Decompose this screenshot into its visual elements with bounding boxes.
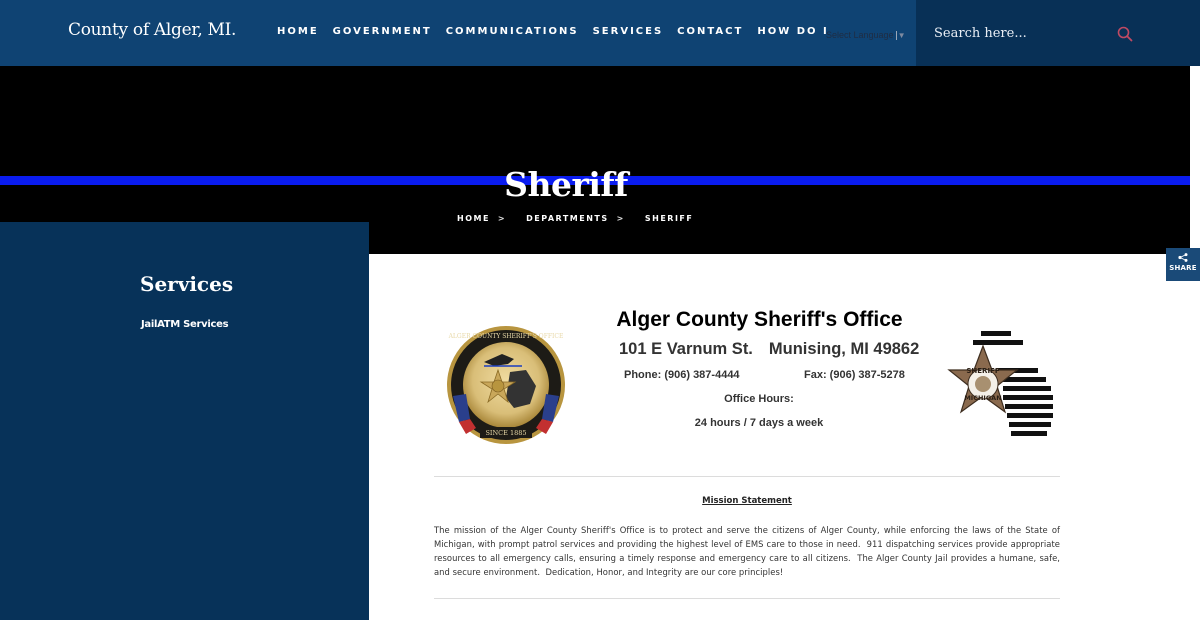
main-nav xyxy=(277,26,843,37)
section-divider xyxy=(434,598,1060,599)
main-content xyxy=(369,254,1190,620)
search-bar xyxy=(916,0,1200,66)
office-title: Alger County Sheriff's Office xyxy=(616,308,903,331)
svg-text:SHERIFF: SHERIFF xyxy=(966,367,1000,375)
site-header xyxy=(0,0,1200,66)
sidebar-item-jailatm-services[interactable]: JailATM Services xyxy=(141,319,229,330)
breadcrumb-separator: > xyxy=(497,214,507,223)
share-label: SHARE xyxy=(1169,264,1197,272)
language-select-label: Select Language xyxy=(826,30,894,40)
share-button[interactable] xyxy=(1166,248,1200,281)
svg-text:MICHIGAN: MICHIGAN xyxy=(964,394,1002,402)
share-icon xyxy=(1178,253,1188,262)
nav-how-do-i[interactable]: HOW DO I xyxy=(757,26,829,37)
nav-home[interactable]: HOME xyxy=(277,26,319,37)
breadcrumb xyxy=(457,214,693,223)
sheriff-office-seal-image xyxy=(444,324,568,446)
office-fax: Fax: (906) 387-5278 xyxy=(804,369,905,381)
nav-communications[interactable]: COMMUNICATIONS xyxy=(445,26,579,37)
sidebar-title: Services xyxy=(140,272,234,296)
site-brand[interactable]: County of Alger, MI. xyxy=(68,20,237,40)
breadcrumb-departments[interactable]: DEPARTMENTS xyxy=(526,214,609,223)
breadcrumb-home[interactable]: HOME xyxy=(457,214,490,223)
office-hours-label: Office Hours: xyxy=(724,393,794,405)
nav-services[interactable]: SERVICES xyxy=(592,26,664,37)
nav-contact[interactable]: CONTACT xyxy=(677,26,744,37)
address-city: Munising, MI 49862 xyxy=(768,340,920,358)
office-hours-value: 24 hours / 7 days a week xyxy=(694,417,824,429)
section-divider xyxy=(434,476,1060,477)
search-icon[interactable] xyxy=(1117,26,1133,42)
address-street: 101 E Varnum St. xyxy=(619,340,753,358)
breadcrumb-sheriff: SHERIFF xyxy=(644,214,694,223)
hero-edge xyxy=(1190,66,1200,254)
office-address xyxy=(619,340,920,359)
svg-text:ALGER COUNTY SHERIFF'S OFFICE: ALGER COUNTY SHERIFF'S OFFICE xyxy=(448,333,564,340)
chevron-down-icon: ▼ xyxy=(897,30,906,40)
mission-statement-text: The mission of the Alger County Sheriff's Office is to protect and serve the citizens of Alger County, while enforcing the laws of the State of Michigan, with prompt patrol services and providing the highest level of EMS care to those in need. 911 dispatching services provide appropriate resources to all emergency calls, ensuring a timely response and emergency care to all citizens. The Alger County Jail provides a humane, safe, and secure environment. Dedication, Honor, and Integrity are our core principles! xyxy=(434,525,1063,577)
breadcrumb-separator: > xyxy=(616,214,625,223)
page-title: Sheriff xyxy=(504,165,628,204)
svg-text:SINCE 1885: SINCE 1885 xyxy=(485,429,527,437)
office-phone: Phone: (906) 387-4444 xyxy=(624,369,740,381)
language-select[interactable] xyxy=(826,30,905,40)
michigan-sheriff-badge-image xyxy=(943,326,1059,444)
search-input[interactable] xyxy=(934,22,1114,44)
sidebar xyxy=(0,222,369,620)
nav-government[interactable]: GOVERNMENT xyxy=(332,26,432,37)
mission-statement-heading: Mission Statement xyxy=(702,496,792,506)
